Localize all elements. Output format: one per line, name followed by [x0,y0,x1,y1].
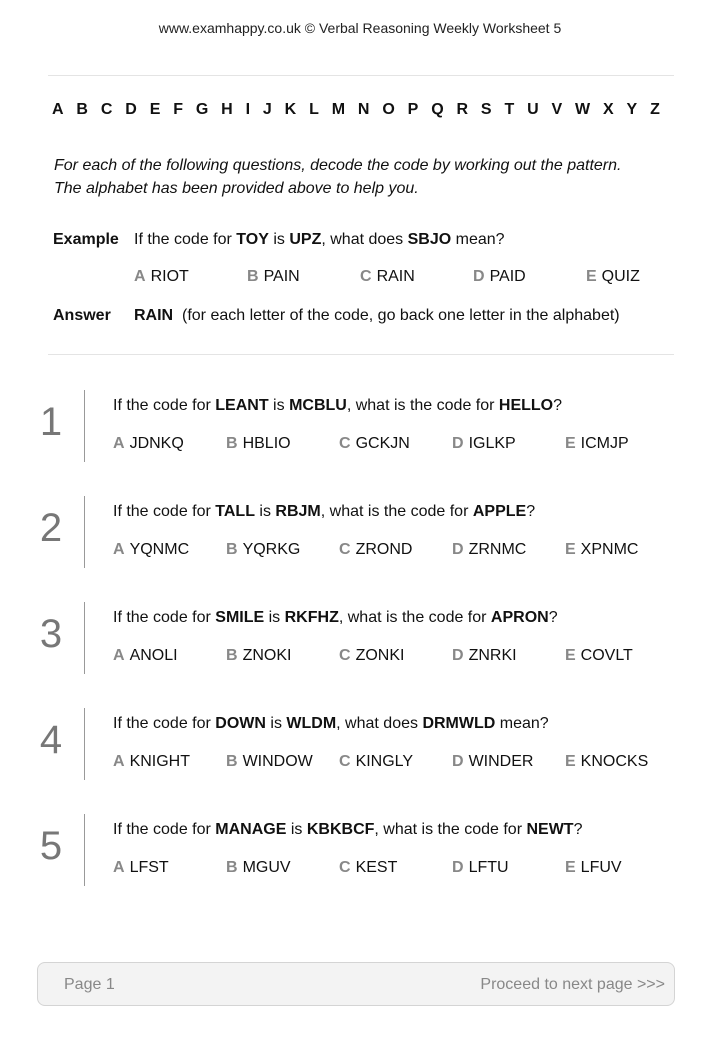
answer-option[interactable]: C KEST [339,859,398,876]
alphabet-letter: V [551,101,563,118]
question-options [113,859,673,881]
question-text: If the code for LEANT is MCBLU, what is the code for HELLO? [113,397,563,414]
question-divider [84,496,85,568]
answer-option[interactable]: D WINDER [452,753,534,770]
question-2 [0,496,720,576]
answer-text: RAIN (for each letter of the code, go back one letter in the alphabet) [134,307,620,324]
question-5 [0,814,720,894]
next-page-link[interactable]: Proceed to next page >>> [480,976,665,993]
answer-option[interactable]: E XPNMC [565,541,639,558]
alphabet-letter: Y [626,101,638,118]
answer-option[interactable]: A YQNMC [113,541,190,558]
alphabet-letter: T [504,101,515,118]
answer-option[interactable]: D ZNRKI [452,647,517,664]
alphabet-letter: J [262,101,272,118]
question-number: 1 [39,400,63,444]
question-text: If the code for TALL is RBJM, what is the code for APPLE? [113,503,536,520]
alphabet-letter: G [195,101,209,118]
alphabet-letter: K [284,101,297,118]
footer-bar [37,962,675,1006]
alphabet-letter: O [382,101,395,118]
example-option: C RAIN [360,268,415,285]
answer-label: Answer [53,307,111,324]
question-text: If the code for SMILE is RKFHZ, what is the code for APRON? [113,609,558,626]
alphabet-letter: L [309,101,319,118]
top-divider [48,75,674,76]
alphabet-letter: I [245,101,251,118]
alphabet-letter: Q [431,101,444,118]
example-label: Example [53,231,119,248]
answer-option[interactable]: C GCKJN [339,435,410,452]
answer-option[interactable]: B HBLIO [226,435,291,452]
instructions-line: The alphabet has been provided above to help you. [54,180,419,197]
question-number: 2 [39,506,63,550]
answer-option[interactable]: A KNIGHT [113,753,191,770]
answer-option[interactable]: E ICMJP [565,435,629,452]
answer-option[interactable]: D LFTU [452,859,509,876]
section-divider [48,354,674,355]
alphabet-letter: D [125,101,137,118]
alphabet-letter: Z [650,101,660,118]
alphabet-letter: C [100,101,113,118]
instructions-line: For each of the following questions, decode the code by working out the pattern. [54,157,622,174]
alphabet-letter: U [527,101,539,118]
alphabet-letter: W [575,101,591,118]
question-3 [0,602,720,682]
answer-option[interactable]: C ZROND [339,541,413,558]
example-option: E QUIZ [586,268,640,285]
question-options [113,541,673,563]
question-options [113,647,673,669]
alphabet-letter: S [480,101,492,118]
question-divider [84,708,85,780]
answer-option[interactable]: C KINGLY [339,753,414,770]
question-divider [84,390,85,462]
answer-option[interactable]: A ANOLI [113,647,178,664]
alphabet-letter: E [149,101,161,118]
page-number: Page 1 [64,976,115,993]
question-text: If the code for MANAGE is KBKBCF, what is the code for NEWT? [113,821,583,838]
question-1 [0,390,720,470]
alphabet-letter: P [407,101,419,118]
example-option: A RIOT [134,268,189,285]
answer-option[interactable]: B YQRKG [226,541,301,558]
question-divider [84,814,85,886]
page-header: www.examhappy.co.uk © Verbal Reasoning Weekly Worksheet 5 [158,20,562,36]
answer-option[interactable]: C ZONKI [339,647,405,664]
answer-option[interactable]: E COVLT [565,647,633,664]
example-option: D PAID [473,268,526,285]
question-options [113,753,673,775]
answer-option[interactable]: B MGUV [226,859,291,876]
answer-option[interactable]: E LFUV [565,859,622,876]
question-text: If the code for DOWN is WLDM, what does DRMWLD mean? [113,715,549,732]
example-option: B PAIN [247,268,300,285]
question-number: 4 [39,718,63,762]
question-options [113,435,673,457]
question-4 [0,708,720,788]
answer-option[interactable]: A JDNKQ [113,435,184,452]
answer-option[interactable]: D ZRNMC [452,541,527,558]
alphabet-letter: H [221,101,233,118]
alphabet-letter: F [173,101,183,118]
question-divider [84,602,85,674]
answer-option[interactable]: A LFST [113,859,169,876]
alphabet-letter: B [76,101,88,118]
instructions [54,154,684,200]
alphabet-letter: A [52,101,64,118]
alphabet-letter: X [603,101,614,118]
alphabet-letter: M [331,101,346,118]
example-question: If the code for TOY is UPZ, what does SBJO mean? [134,231,505,248]
alphabet-letter: N [357,101,370,118]
answer-option[interactable]: B WINDOW [226,753,313,770]
alphabet-row [52,101,660,119]
answer-option[interactable]: E KNOCKS [565,753,649,770]
answer-option[interactable]: D IGLKP [452,435,516,452]
question-number: 5 [39,824,63,868]
answer-option[interactable]: B ZNOKI [226,647,292,664]
question-number: 3 [39,612,63,656]
alphabet-letter: R [456,101,469,118]
